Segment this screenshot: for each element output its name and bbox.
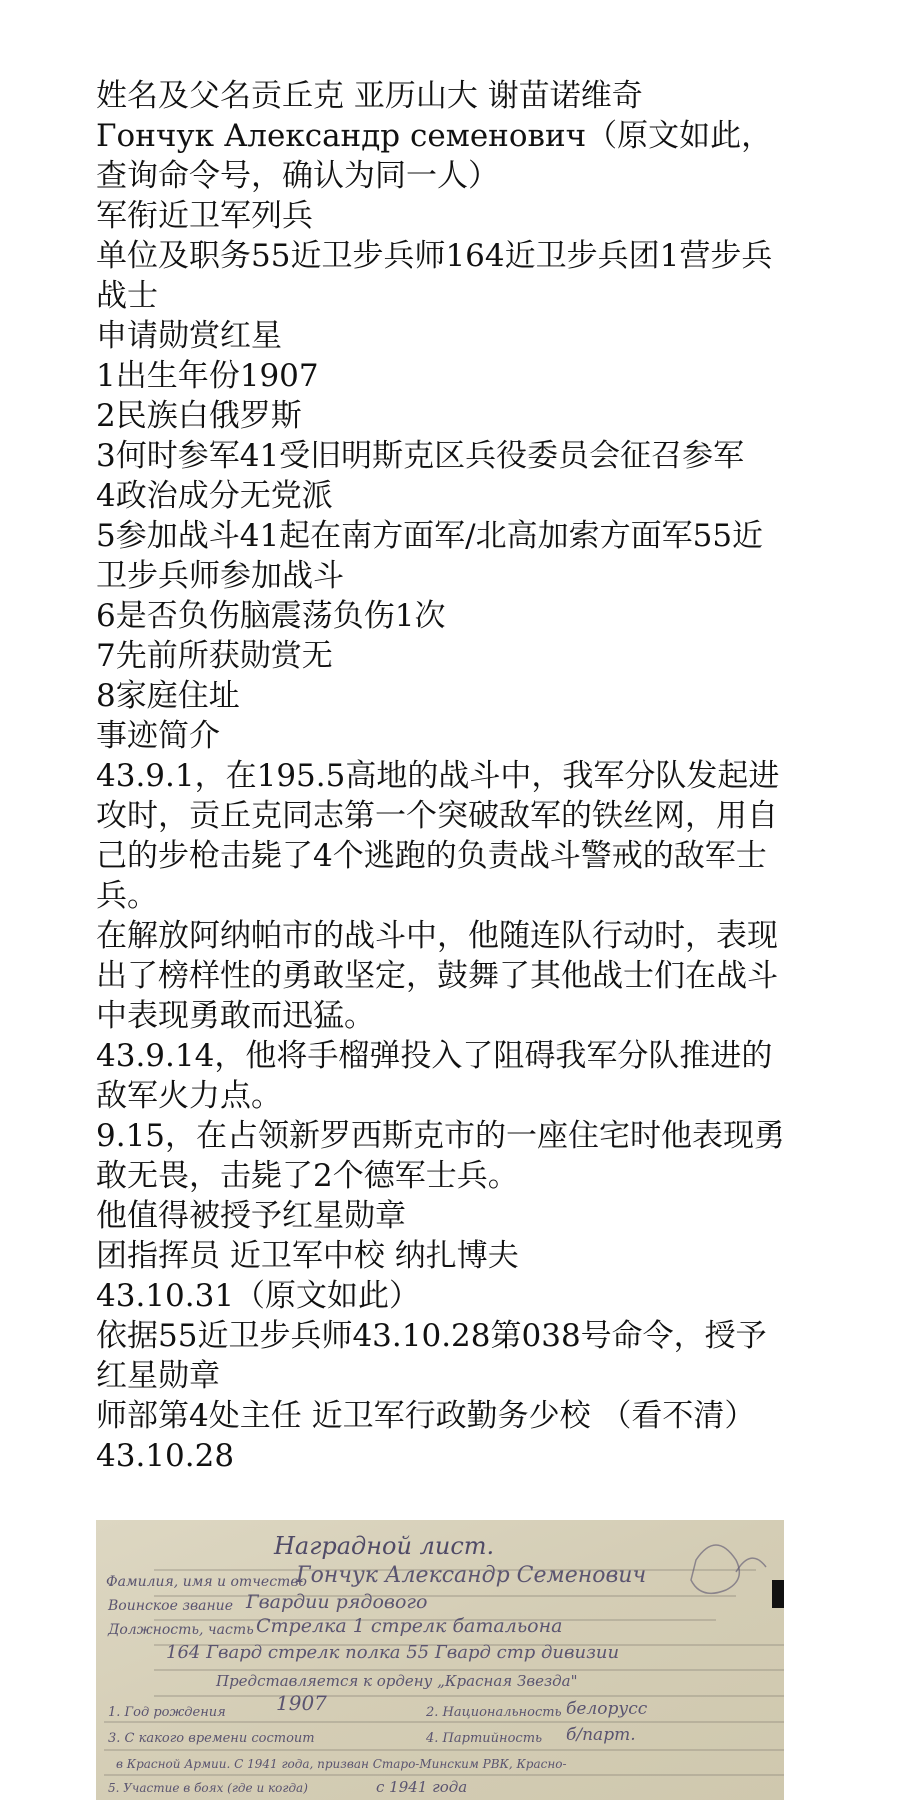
scan-row: Должность, часть bbox=[108, 1622, 254, 1638]
document-line: 军衔近卫军列兵 bbox=[96, 198, 313, 234]
scan-row: Стрелка 1 стрелк батальона bbox=[256, 1615, 563, 1637]
scan-row: 164 Гвард стрелк полка 55 Гвард стр дивизии bbox=[166, 1642, 620, 1663]
scan-row: Представляется к ордену „Красная Звезда" bbox=[216, 1672, 578, 1690]
document-line: 4政治成分无党派 bbox=[96, 478, 333, 514]
document-line: 3何时参军41受旧明斯克区兵役委员会征召参军 bbox=[96, 438, 745, 474]
award-sheet-image bbox=[96, 1520, 784, 1800]
scan-row: 3. С какого времени состоит bbox=[108, 1731, 315, 1746]
scan-row: Фамилия, имя и отчество bbox=[106, 1574, 307, 1590]
document-line: 师部第4处主任 近卫军行政勤务少校 （看不清） bbox=[96, 1398, 756, 1434]
scan-row: белорусс bbox=[566, 1699, 648, 1719]
document-line: 单位及职务55近卫步兵师164近卫步兵团1营步兵战士 bbox=[96, 238, 773, 314]
document-line: 2民族白俄罗斯 bbox=[96, 398, 302, 434]
document-line: 5参加战斗41起在南方面军/北高加索方面军55近卫步兵师参加战斗 bbox=[96, 518, 764, 594]
scan-row: 4. Партийность bbox=[426, 1731, 543, 1746]
document-line: 事迹简介 bbox=[96, 718, 220, 754]
scan-row: 5. Участие в боях (где и когда) bbox=[108, 1781, 308, 1795]
scan-row: в Красной Армии. С 1941 года, призван Старо-Минским РВК, Красно- bbox=[116, 1757, 567, 1771]
award-sheet-scan bbox=[96, 1520, 784, 1800]
document-line: 9.15，在占领新罗西斯克市的一座住宅时他表现勇敢无畏，击毙了2个德军士兵。 bbox=[96, 1118, 786, 1194]
scan-title: Наградной лист. bbox=[274, 1532, 495, 1560]
scan-row: Гончук Александр Семенович bbox=[296, 1563, 647, 1588]
document-line: 姓名及父名贡丘克 亚历山大 谢苗诺维奇 bbox=[96, 78, 643, 114]
document-line: 依据55近卫步兵师43.10.28第038号命令，授予红星勋章 bbox=[96, 1318, 767, 1394]
scan-row: с 1941 года bbox=[376, 1778, 468, 1796]
document-line: 7先前所获勋赏无 bbox=[96, 638, 333, 674]
document-line: 在解放阿纳帕市的战斗中，他随连队行动时，表现出了榜样性的勇敢坚定，鼓舞了其他战士们在战斗中表现勇敢而迅猛。 bbox=[96, 918, 778, 1034]
document-line: 43.10.31（原文如此） bbox=[96, 1278, 421, 1314]
scan-row: Воинское звание bbox=[108, 1598, 233, 1614]
document-line: 43.9.14，他将手榴弹投入了阻碍我军分队推进的敌军火力点。 bbox=[96, 1038, 773, 1114]
document-body bbox=[96, 76, 786, 1476]
scan-row: 2. Национальность bbox=[426, 1705, 562, 1720]
document-line: 1出生年份1907 bbox=[96, 358, 319, 394]
scan-row: б/парт. bbox=[566, 1725, 636, 1745]
document-line: 43.10.28 bbox=[96, 1438, 235, 1474]
document-line: 43.9.1，在195.5高地的战斗中，我军分队发起进攻时，贡丘克同志第一个突破敌军的铁丝网，用自己的步枪击毙了4个逃跑的负责战斗警戒的敌军士兵。 bbox=[96, 758, 780, 914]
document-line: Гончук Александр семенович（原文如此，查询命令号，确认为同一人） bbox=[96, 118, 773, 194]
document-line: 6是否负伤脑震荡负伤1次 bbox=[96, 598, 446, 634]
scan-row: Гвардии рядового bbox=[246, 1591, 428, 1613]
scan-row: 1. Год рождения bbox=[108, 1705, 226, 1720]
document-line: 他值得被授予红星勋章 bbox=[96, 1198, 406, 1234]
document-line: 8家庭住址 bbox=[96, 678, 240, 714]
scan-row: 1907 bbox=[276, 1691, 327, 1715]
document-line: 团指挥员 近卫军中校 纳扎博夫 bbox=[96, 1238, 519, 1274]
document-line: 申请勋赏红星 bbox=[96, 318, 282, 354]
